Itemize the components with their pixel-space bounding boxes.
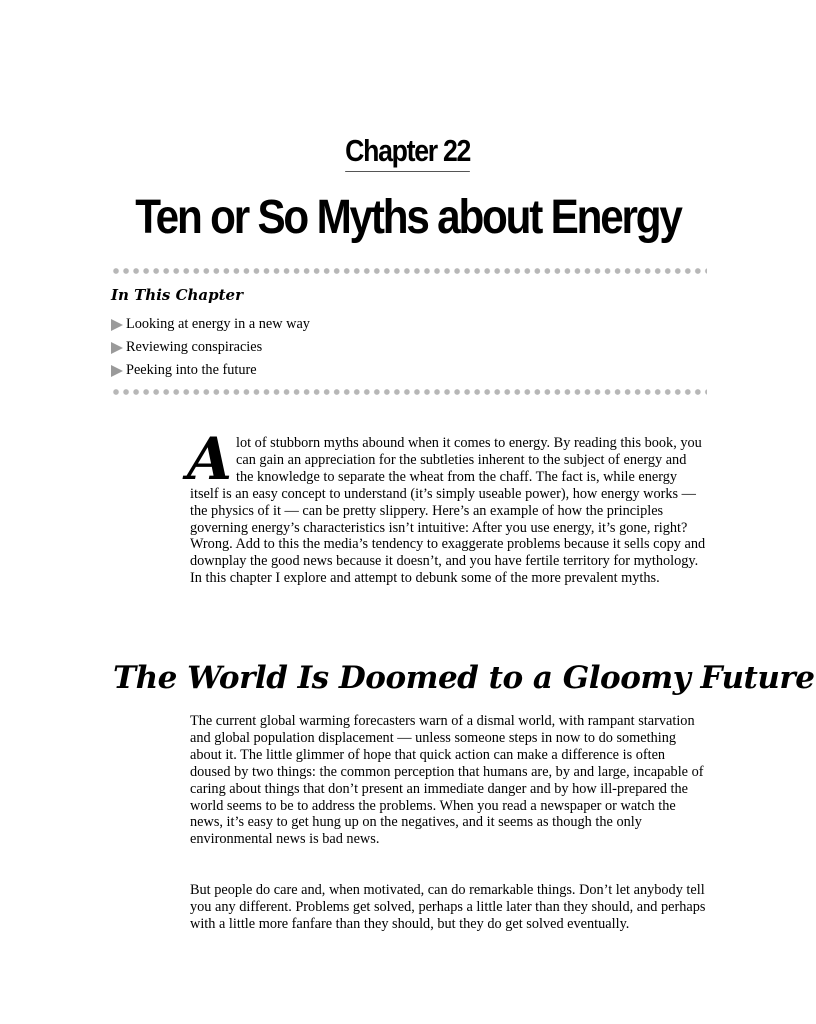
list-item [111, 336, 310, 359]
list-item-label: Reviewing conspiracies [126, 339, 263, 355]
list-item-label: Peeking into the future [126, 362, 257, 378]
chapter-title [0, 190, 816, 245]
in-this-chapter-heading: In This Chapter [111, 286, 244, 304]
chapter-label [0, 133, 816, 172]
triangle-bullet-icon [111, 365, 123, 377]
intro-paragraph [187, 425, 707, 587]
intro-text: lot of stubborn myths abound when it comes to energy. By reading this book, you can gain an appreciation for the subtleties inherent to the subject of energy and the knowledge to separate the wheat from the chaff. The fact is, while energy itself is an easy concept to understand (it’s simply useable power), how energy works — the physics of it — can be pretty slippery. Here’s an example of how the principles governing energy’s characteristics isn’t intuitive: After you use energy, it’s gone, right? Wrong. Add to this the media’s tendency to exaggerate problems because it sells copy and downplay the good news because it doesn’t, and you have fertile territory for mythology. In this chapter I explore and attempt to debunk some of the more prevalent myths. [190, 435, 706, 587]
chapter-number: Chapter 22 [346, 133, 471, 172]
dotted-rule-bottom [111, 389, 707, 395]
list-item-label: Looking at energy in a new way [126, 316, 310, 332]
section-paragraph-1: The current global warming forecasters warn of a dismal world, with rampant starvation and global population displacement — unless someone steps in now to do something about it. The little glimmer of hope that quick action can make a difference is often doused by two things: the common perception that humans are, by and large, incapable of caring about things that don’t present an immediate danger and by how ill-prepared the world seems to be to address the problems. When you read a newspaper or watch the news, it’s easy to get hung up on the negatives, and it seems as though the only environmental news is bad news. [190, 713, 704, 848]
list-item [111, 313, 310, 336]
triangle-bullet-icon [111, 319, 123, 331]
drop-cap: A [187, 425, 233, 493]
dotted-rule-top [111, 268, 707, 274]
list-item [111, 359, 310, 382]
section-paragraph-2: But people do care and, when motivated, can do remarkable things. Don’t let anybody tell you any different. Problems get solved, perhaps a little later than they should, and perhaps with a little more fanfare than they should, but they do get solved eventually. [190, 882, 706, 932]
section-heading: The World Is Doomed to a Gloomy Future [113, 660, 815, 696]
triangle-bullet-icon [111, 342, 123, 354]
in-this-chapter-list [111, 313, 310, 382]
chapter-title-text: Ten or So Myths about Energy [135, 191, 681, 244]
